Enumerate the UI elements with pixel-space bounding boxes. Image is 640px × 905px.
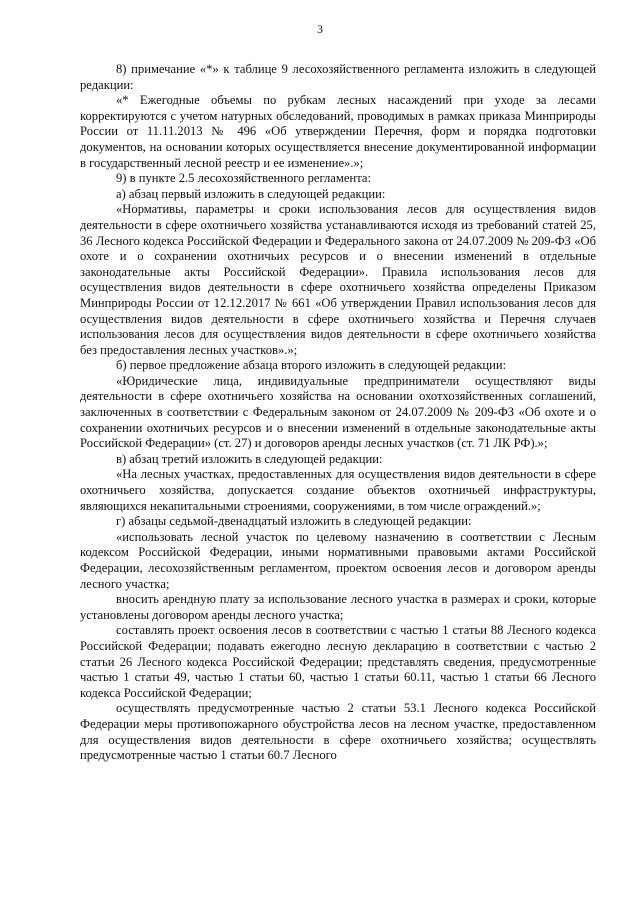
paragraph: «Нормативы, параметры и сроки использования лесов для осуществления видов деятельности в сфере охотничьего хозяйства устанавливаются исходя из требований статей 25, 36 Лесного кодекса Российской Федерации и Федерального закона от 24.07.2009 № 209-ФЗ «Об охоте и о сохранении охотничьих ресурсов и о внесении изменений в отдельные законодательные акты Российской Федерации». Правила использования лесов для осуществления видов деятельности в сфере охотничьего хозяйства определены Приказом Минприроды России от 12.12.2017 № 661 «Об утверждении Правил использования лесов для осуществления видов деятельности в сфере охотничьего хозяйства и Перечня случаев использования лесов для осуществления видов деятельности в сфере охотничьего хозяйства без предоставления лесных участков».»; [80, 202, 596, 357]
paragraph: «Юридические лица, индивидуальные предприниматели осуществляют виды деятельности в сфере охотничьего хозяйства на основании охотхозяйственных соглашений, заключенных в соответствии с Федеральным законом от 24.07.2009 № 209-ФЗ «Об охоте и о сохранении охотничьих ресурсов и о внесении изменений в отдельные законодательные акты Российской Федерации» (ст. 27) и договоров аренды лесных участков (ст. 71 ЛК РФ).»; [80, 373, 596, 451]
paragraph: б) первое предложение абзаца второго изложить в следующей редакции: [116, 358, 507, 373]
paragraph: «На лесных участках, предоставленных для осуществления видов деятельности в сфере охотничьего хозяйства, допускается создание объектов охотничьей инфраструктуры, являющихся некапитальными строениями, сооружениями, в том числе ограждений.»; [80, 467, 596, 513]
paragraph: а) абзац первый изложить в следующей редакции: [116, 186, 386, 201]
paragraph: г) абзацы седьмой-двенадцатый изложить в следующей редакции: [116, 514, 472, 529]
paragraph: вносить арендную плату за использование лесного участка в размерах и сроки, которые установлены договором аренды лесного участка; [80, 592, 596, 622]
paragraph: составлять проект освоения лесов в соответствии с частью 1 статьи 88 Лесного кодекса Российской Федерации; подавать ежегодно лесную декларацию в соответствии с частью 2 статьи 26 Лесного кодекса Российской Федерации; представлять сведения, предусмотренные частью 1 статьи 49, частью 1 статьи 60, частью 1 статьи 60.11, частью 1 статьи 66 Лесного кодекса Российской Федерации; [80, 623, 596, 700]
page-number: 3 [317, 22, 323, 36]
paragraph: «* Ежегодные объемы по рубкам лесных насаждений при уходе за лесами корректируются с учетом натурных обследований, проводимых в рамках приказа Минприроды России от 11.11.2013 № 496 «Об утверждении Перечня, форм и порядка подготовки документов, на основании которых осуществляется внесение документированной информации в государственный лесной реестр и ее изменение».»; [80, 93, 596, 170]
document-body [80, 62, 596, 764]
paragraph: 8) примечание «*» к таблице 9 лесохозяйственного регламента изложить в следующей редакции: [80, 62, 596, 92]
paragraph: 9) в пункте 2.5 лесохозяйственного регламента: [116, 171, 371, 186]
paragraph: в) абзац третий изложить в следующей редакции: [116, 451, 383, 466]
paragraph: осуществлять предусмотренные частью 2 статьи 53.1 Лесного кодекса Российской Федерации меры противопожарного обустройства лесов на лесном участке, предоставленном для осуществления видов деятельности в сфере охотничьего хозяйства; осуществлять предусмотренные частью 1 статьи 60.7 Лесного [80, 701, 596, 763]
paragraph: «использовать лесной участок по целевому назначению в соответствии с Лесным кодексом Российской Федерации, иными нормативными правовыми актами Российской Федерации, лесохозяйственным регламентом, проектом освоения лесов и договором аренды лесного участка; [80, 529, 596, 591]
